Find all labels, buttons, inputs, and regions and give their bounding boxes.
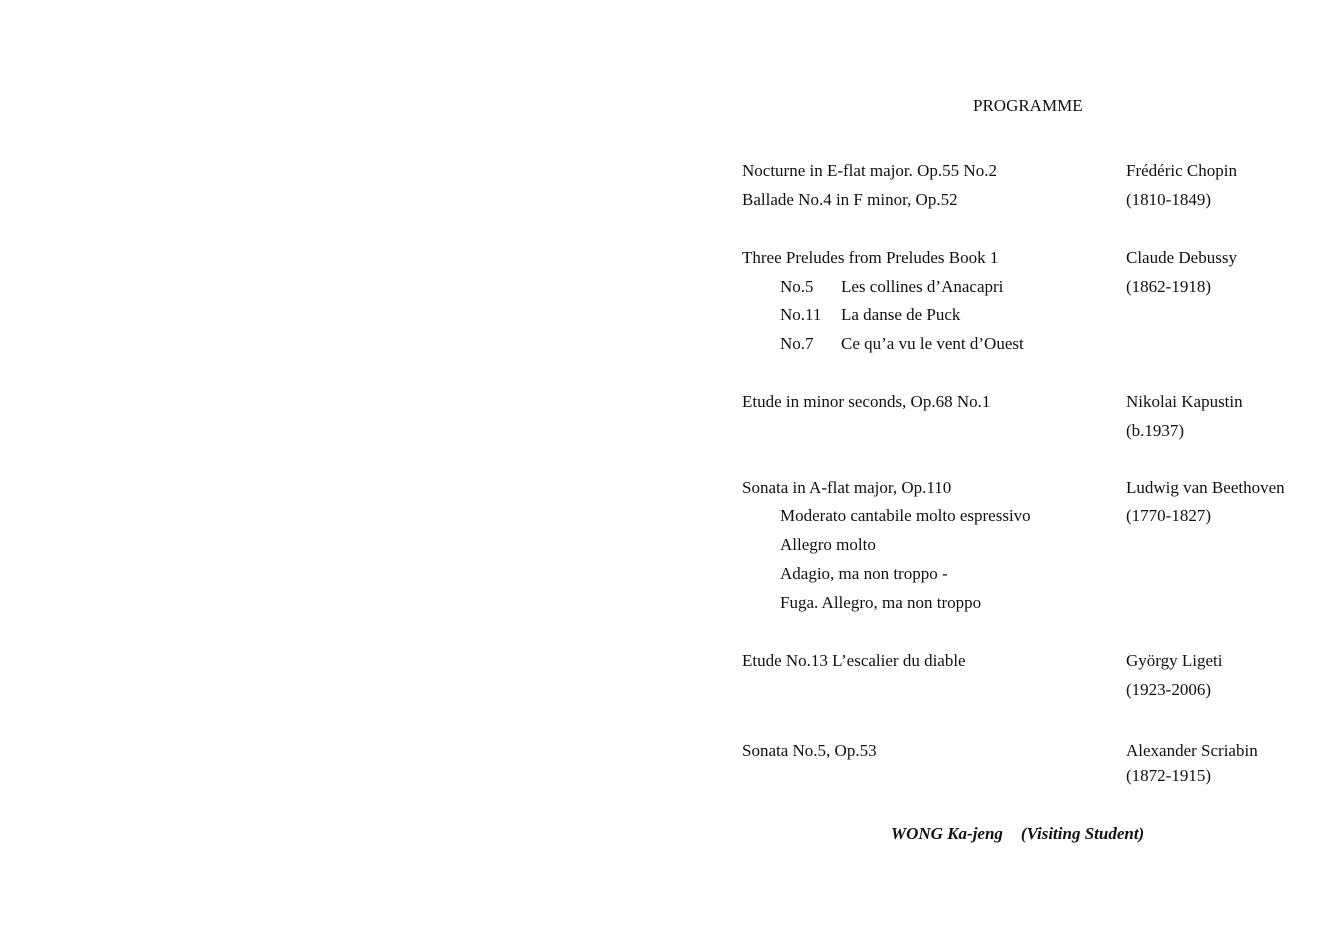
movement: Moderato cantabile molto espressivo (780, 506, 1031, 525)
composer-name: Frédéric Chopin (1126, 161, 1237, 180)
prelude-item (780, 305, 960, 325)
prelude-number: No.5 (780, 277, 814, 296)
performer-name: WONG Ka-jeng (891, 824, 1003, 843)
prelude-item (780, 334, 1024, 354)
composer-name: Claude Debussy (1126, 248, 1237, 267)
piece-title: Sonata No.5, Op.53 (742, 741, 877, 760)
prelude-item (780, 277, 1003, 297)
composer-dates: (1923-2006) (1126, 680, 1211, 699)
piece-title: Ballade No.4 in F minor, Op.52 (742, 190, 958, 209)
piece-title: Three Preludes from Preludes Book 1 (742, 248, 999, 267)
movement: Adagio, ma non troppo - (780, 564, 948, 583)
movement: Fuga. Allegro, ma non troppo (780, 593, 982, 612)
programme-title: PROGRAMME (973, 96, 1083, 115)
prelude-number: No.11 (780, 305, 822, 324)
composer-dates: (b.1937) (1126, 421, 1185, 440)
composer-name: György Ligeti (1126, 651, 1223, 670)
prelude-name: Les collines d’Anacapri (841, 277, 1004, 296)
prelude-number: No.7 (780, 334, 814, 353)
piece-title: Nocturne in E-flat major. Op.55 No.2 (742, 161, 997, 180)
performer-line (891, 824, 1144, 844)
piece-title: Etude No.13 L’escalier du diable (742, 651, 966, 670)
movement: Allegro molto (780, 535, 876, 554)
composer-name: Alexander Scriabin (1126, 741, 1258, 760)
composer-dates: (1810-1849) (1126, 190, 1211, 209)
composer-name: Nikolai Kapustin (1126, 392, 1243, 411)
composer-dates: (1872-1915) (1126, 766, 1211, 785)
piece-title: Etude in minor seconds, Op.68 No.1 (742, 392, 991, 411)
prelude-name: Ce qu’a vu le vent d’Ouest (841, 334, 1024, 353)
composer-name: Ludwig van Beethoven (1126, 478, 1285, 497)
prelude-name: La danse de Puck (841, 305, 961, 324)
composer-dates: (1770-1827) (1126, 506, 1211, 525)
piece-title: Sonata in A-flat major, Op.110 (742, 478, 952, 497)
composer-dates: (1862-1918) (1126, 277, 1211, 296)
performer-status: (Visiting Student) (1020, 824, 1145, 843)
